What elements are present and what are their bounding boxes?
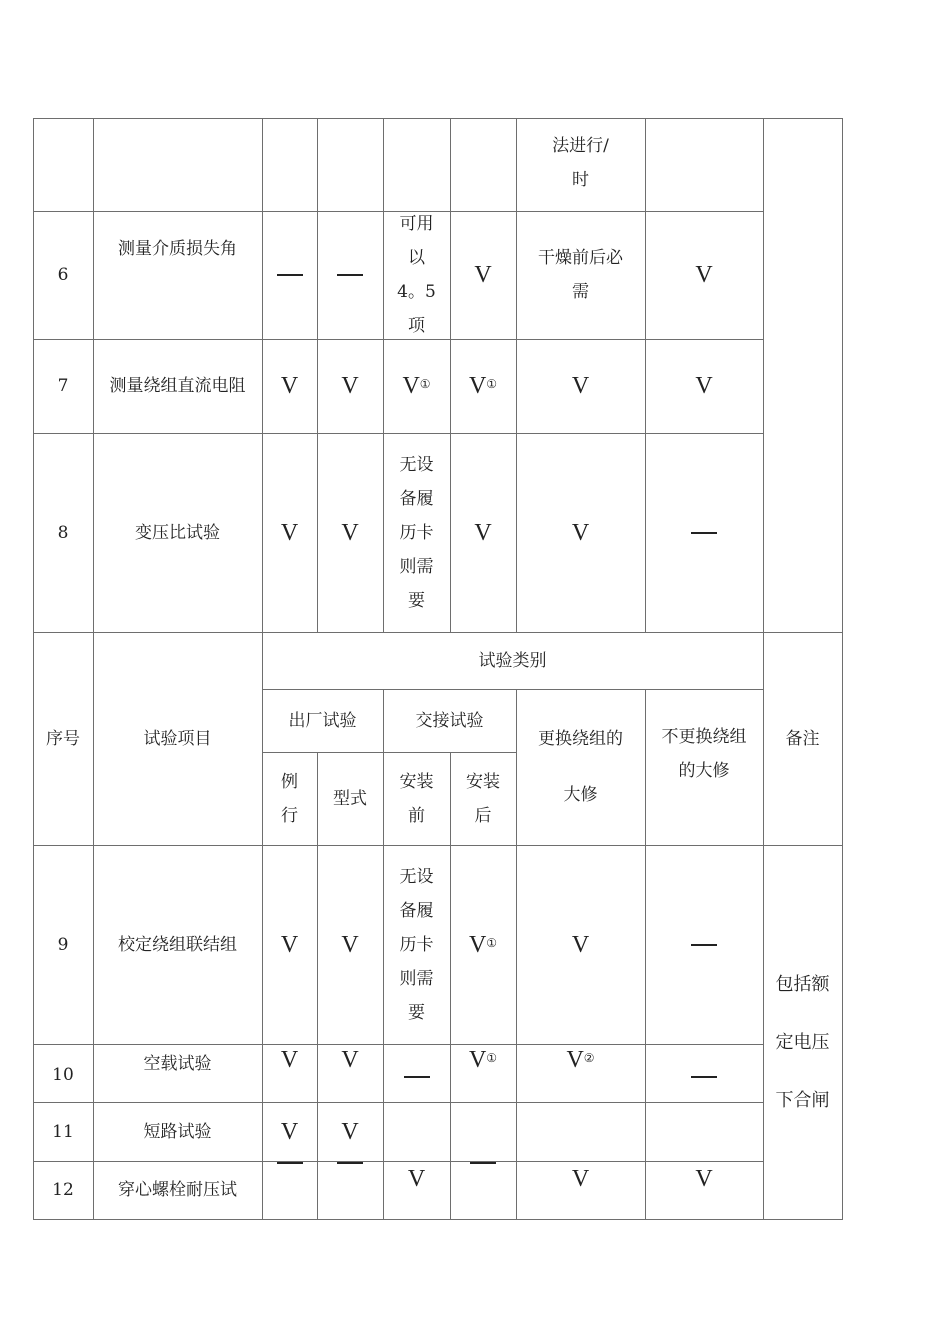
dash-mark: [337, 274, 363, 276]
r9-before: 无设备履历卡则需要: [399, 866, 434, 1023]
r6-noreplace: V: [695, 262, 713, 288]
dash-mark: [337, 1162, 363, 1164]
r9-type: V: [341, 931, 359, 958]
r11-item: 短路试验: [143, 1121, 212, 1142]
dash-mark: [691, 532, 717, 534]
r12-type: [317, 1162, 383, 1198]
header-item: 试验项目: [143, 728, 212, 749]
r0-before-text: 法进行/时: [552, 136, 609, 190]
header-routine: 例行: [281, 771, 298, 826]
r10-type: V: [341, 1047, 359, 1073]
r8-item: 变压比试验: [135, 522, 220, 543]
header-seq: 序号: [46, 728, 80, 749]
r12-replace: V: [571, 1166, 590, 1192]
r8-type: V: [341, 519, 359, 546]
r6-replace: 干燥前后必需: [538, 248, 623, 302]
r12-item: 穿心螺栓耐压试: [118, 1180, 237, 1200]
r8-seq: 8: [57, 522, 69, 543]
r12-routine: [262, 1162, 317, 1198]
r11-seq: 11: [52, 1121, 74, 1142]
r10-replace: V $_②$: [566, 1047, 595, 1073]
r10-after: V $_①$: [468, 1047, 498, 1073]
r8-noreplace: [645, 433, 763, 632]
r7-seq: 7: [57, 376, 69, 396]
r10-noreplace: [645, 1062, 763, 1092]
header-handover: 交接试验: [415, 710, 484, 731]
r12-after: [450, 1162, 516, 1198]
r7-type: V: [341, 373, 359, 399]
header-after: 安装后: [466, 771, 500, 826]
dash-mark: [404, 1076, 430, 1078]
r9-item: 校定绕组联结组: [118, 934, 237, 955]
r6-after: V: [474, 262, 492, 288]
r12-seq: 12: [52, 1180, 74, 1200]
r7-noreplace: V: [695, 373, 713, 399]
r7-before: V $_①$: [402, 373, 431, 399]
dash-mark: [691, 1076, 717, 1078]
remark-rated-voltage: 包括额定电压下合闸: [775, 973, 830, 1111]
r10-before: [383, 1062, 450, 1092]
header-factory: 出厂试验: [288, 710, 357, 731]
r9-noreplace: [645, 845, 763, 1044]
dash-mark: [277, 1162, 303, 1164]
r7-replace: V: [571, 373, 590, 399]
r12-noreplace: V: [695, 1166, 713, 1192]
dash-mark: [277, 274, 303, 276]
r8-after: V: [474, 519, 492, 546]
r10-item: 空载试验: [143, 1054, 212, 1074]
r9-after: V $_①$: [468, 931, 498, 958]
r9-seq: 9: [57, 934, 69, 955]
header-category: 试验类别: [478, 650, 547, 671]
r6-before: 可用以4。5项: [397, 214, 436, 336]
r12-before: V: [407, 1166, 426, 1192]
dash-mark: [470, 1162, 496, 1164]
r8-routine: V: [280, 519, 299, 546]
r10-routine: V: [280, 1047, 299, 1073]
header-type: 型式: [333, 788, 367, 809]
r10-seq: 10: [52, 1065, 74, 1085]
r11-routine: V: [280, 1118, 299, 1145]
header-before: 安装前: [399, 771, 434, 826]
r9-replace: V: [571, 931, 590, 958]
header-replace: 更换绕组的大修: [538, 729, 623, 805]
r6-routine: [262, 211, 317, 339]
r8-before: 无设备履历卡则需要: [399, 454, 434, 611]
r7-routine: V: [280, 373, 299, 399]
dash-mark: [691, 944, 717, 946]
r6-item: 测量介质损失角: [118, 239, 237, 259]
header-noreplace: 不更换绕组的大修: [661, 727, 747, 781]
r6-type: [317, 211, 383, 339]
r7-item: 测量绕组直流电阻: [109, 376, 246, 396]
header-note: 备注: [785, 728, 820, 749]
r6-seq: 6: [57, 265, 69, 285]
r7-after: V $_①$: [468, 373, 498, 399]
r8-replace: V: [571, 519, 590, 546]
r9-routine: V: [280, 931, 299, 958]
r11-type: V: [341, 1118, 359, 1145]
